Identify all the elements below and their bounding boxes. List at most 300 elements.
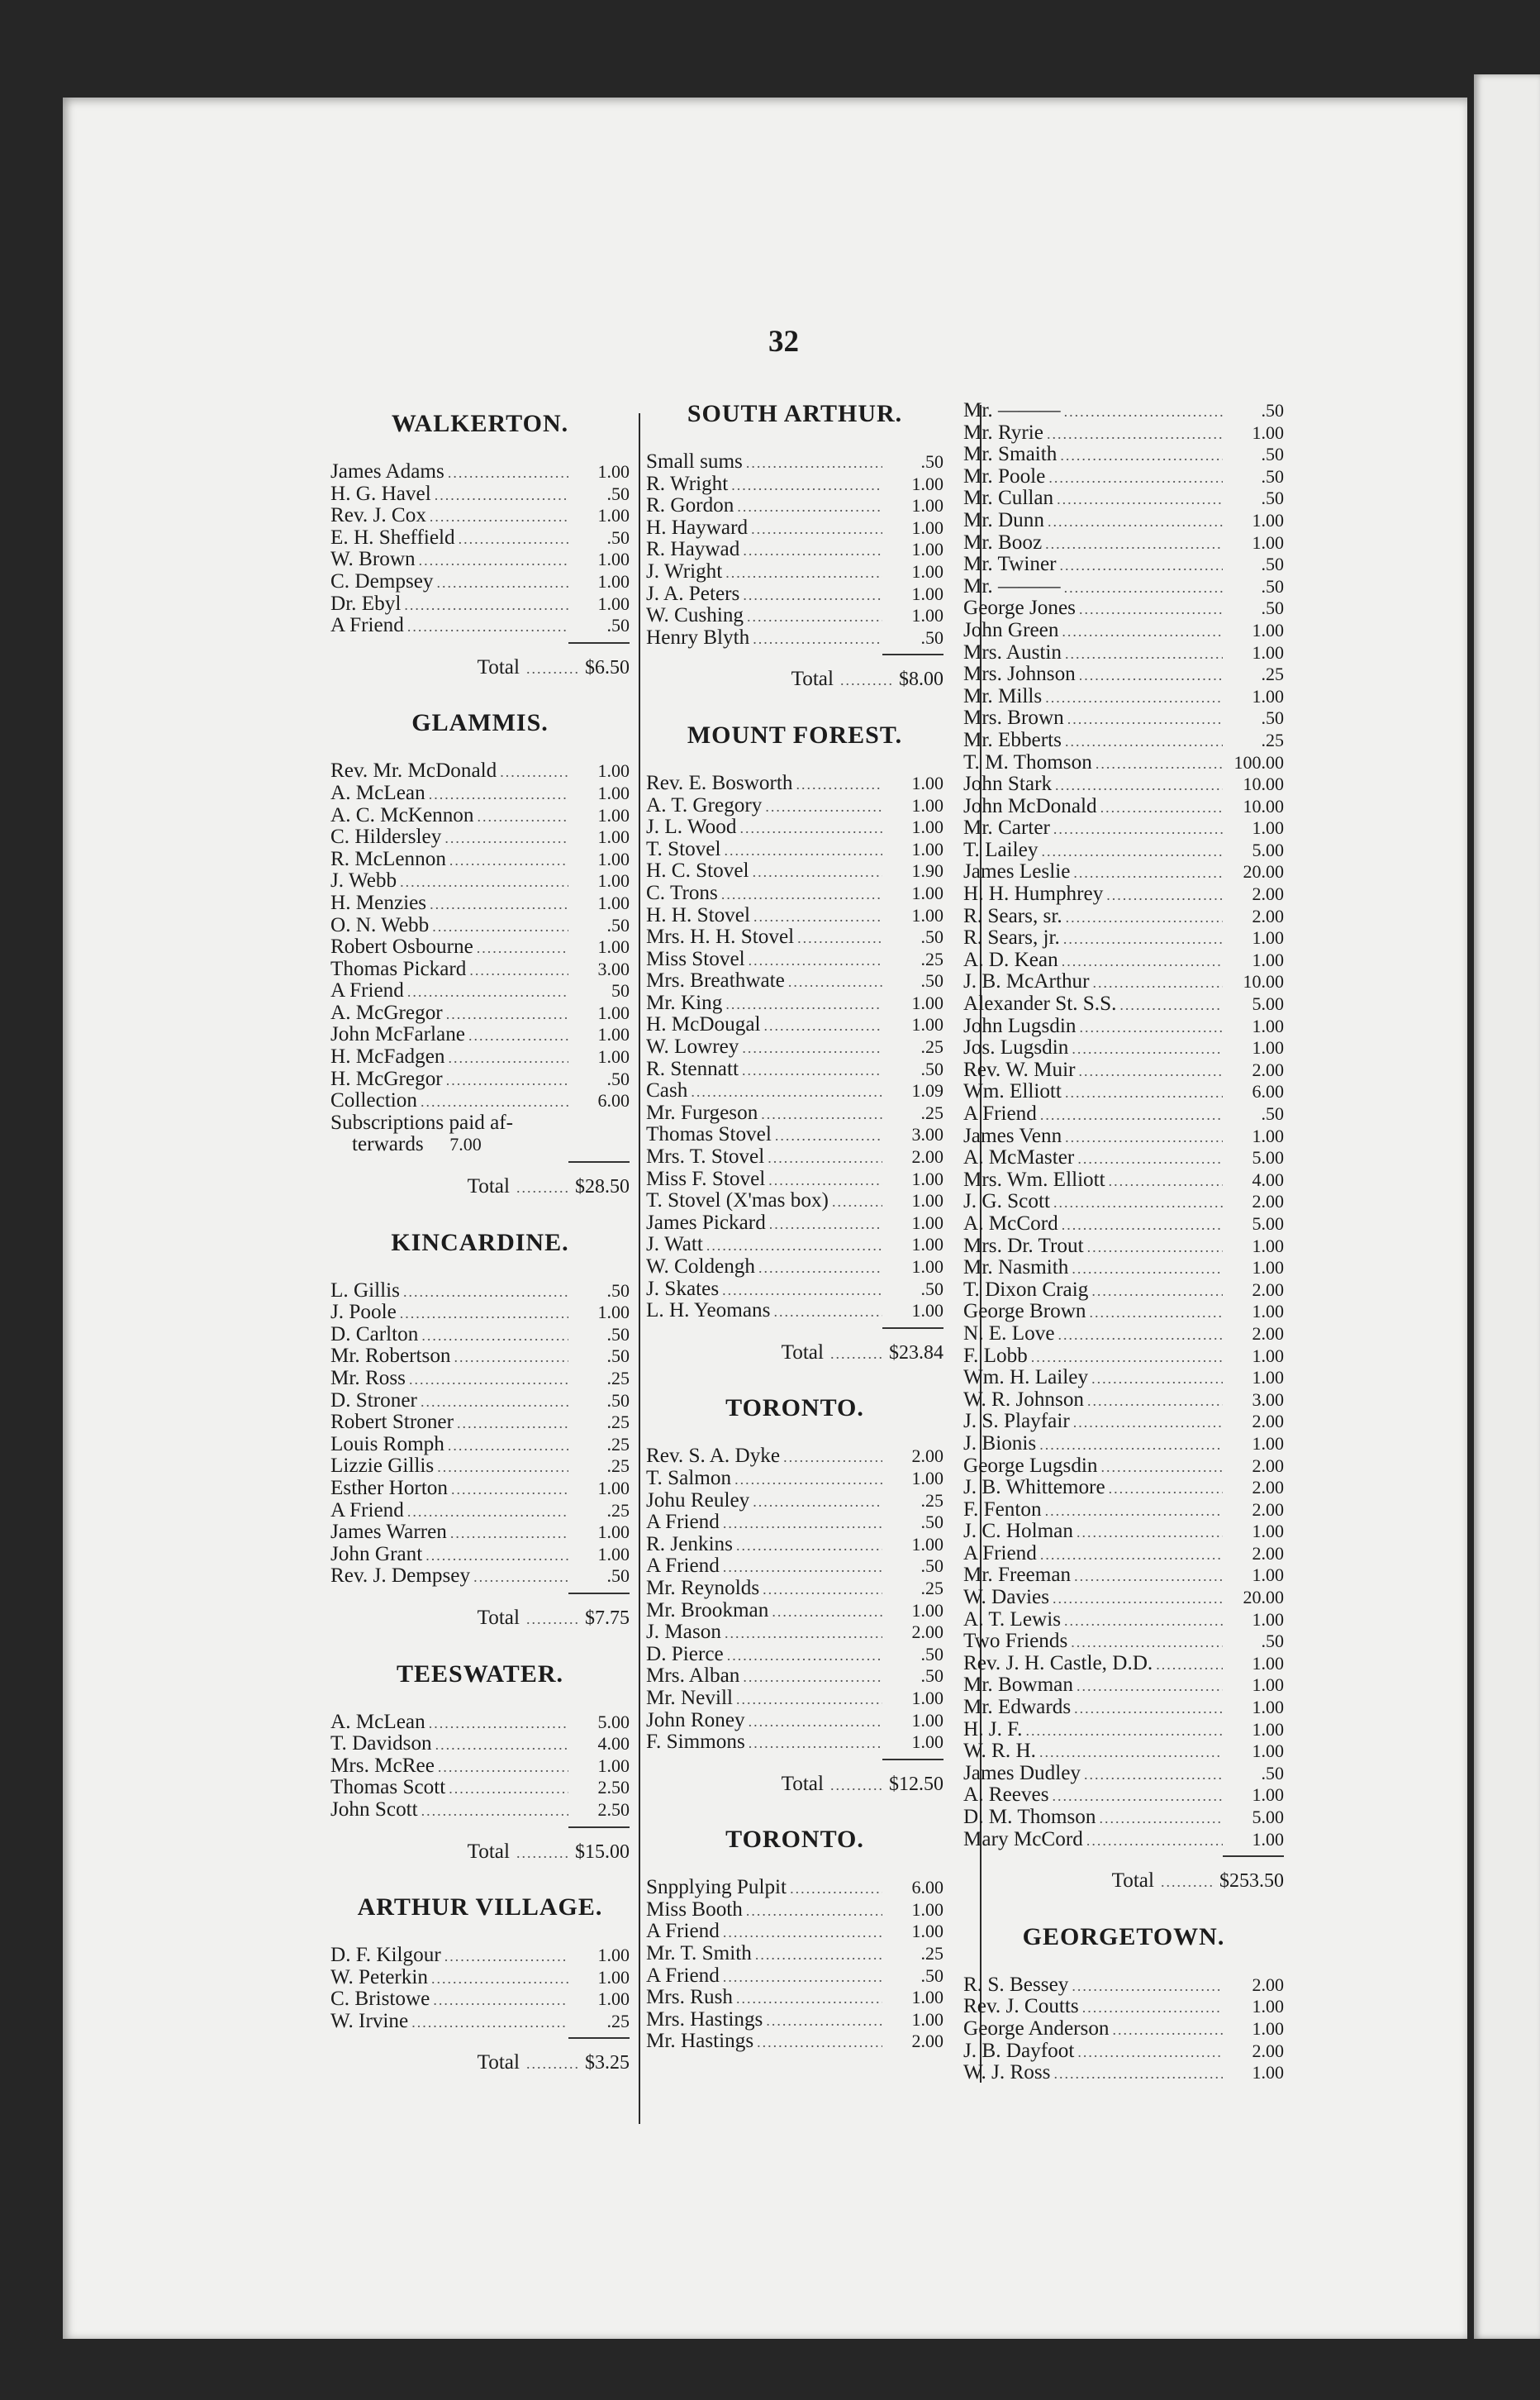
- donation-amount: .50: [1261, 1631, 1284, 1652]
- donor-entry: [646, 583, 943, 606]
- leader-dots: [755, 1944, 882, 1966]
- donor-entry: [963, 1674, 1284, 1697]
- donor-name: H. McFadgen: [330, 1045, 445, 1069]
- leader-dots: [432, 916, 568, 938]
- donor-name: A Friend: [646, 1555, 720, 1578]
- donor-name: Lizzie Gillis: [330, 1455, 435, 1478]
- donation-amount: 1.00: [911, 2008, 943, 2030]
- donor-name: John McDonald: [963, 794, 1097, 817]
- donor-entry: [963, 1060, 1284, 1082]
- donation-amount: .50: [920, 1665, 943, 1687]
- leader-dots: [1072, 1258, 1223, 1280]
- leader-dots: [431, 1968, 568, 1990]
- donation-amount: .50: [606, 483, 630, 504]
- donor-entry: [963, 1037, 1284, 1060]
- donor-entry: [646, 1190, 943, 1212]
- donor-name: Mr. T. Smith: [646, 1942, 752, 1965]
- donor-name: J. G. Scott: [963, 1190, 1050, 1213]
- leader-dots: [753, 628, 882, 650]
- donation-amount: .50: [1261, 598, 1284, 619]
- donor-entry: [963, 620, 1284, 642]
- donor-name: H. J. F.: [963, 1717, 1023, 1740]
- leader-dots: [706, 1235, 882, 1257]
- leader-dots: [721, 883, 882, 906]
- donor-name: Robert Stroner: [330, 1411, 454, 1434]
- leader-dots: [736, 1988, 882, 2010]
- donor-name: D. Pierce: [646, 1642, 724, 1665]
- donor-name: Robert Osbourne: [330, 936, 473, 959]
- donor-name: Thomas Pickard: [330, 957, 467, 980]
- donor-entry: [963, 1169, 1284, 1192]
- leader-dots: [1099, 1807, 1223, 1830]
- donor-name: R. Wright: [646, 472, 729, 495]
- donor-name: Mr. King: [646, 991, 723, 1014]
- donation-amount: 1.00: [1252, 1432, 1284, 1454]
- donor-entry: [330, 826, 630, 849]
- donor-name: Mr. Carter: [963, 817, 1050, 840]
- donor-name: George Lugsdin: [963, 1454, 1098, 1477]
- donor-name: Mrs. Hastings: [646, 2007, 763, 2031]
- donation-amount: .25: [920, 1102, 943, 1123]
- section-walkerton: [330, 410, 630, 679]
- leader-dots: [526, 658, 580, 680]
- donor-entry: [963, 796, 1284, 818]
- leader-dots: [1047, 423, 1223, 445]
- donor-name: J. Bionis: [963, 1431, 1037, 1455]
- donation-amount: .25: [1261, 729, 1284, 750]
- leader-dots: [1074, 1698, 1223, 1720]
- donation-amount: .50: [606, 1389, 630, 1411]
- leader-dots: [1087, 1390, 1223, 1412]
- donation-amount: .50: [1261, 444, 1284, 465]
- donation-amount: 1.00: [911, 794, 943, 816]
- donation-amount: 2.00: [911, 1621, 943, 1643]
- leader-dots: [404, 594, 568, 617]
- donation-amount: .25: [920, 1036, 943, 1058]
- donor-name: H. McGregor: [330, 1067, 443, 1090]
- donor-entry: [963, 1807, 1284, 1829]
- donation-amount: 10.00: [1243, 774, 1284, 795]
- donation-amount: 3.00: [1252, 1388, 1284, 1410]
- donor-entry: [646, 627, 943, 650]
- donation-amount: .50: [920, 1058, 943, 1079]
- donor-name: R. Haywad: [646, 538, 740, 561]
- donation-amount: 1.00: [911, 1898, 943, 1920]
- donor-entry: [330, 805, 630, 827]
- donor-entry: [330, 915, 630, 937]
- donor-name: John Lugsdin: [963, 1014, 1077, 1037]
- donation-amount: 1.00: [1252, 1345, 1284, 1366]
- donor-name: Mrs. McRee: [330, 1754, 435, 1777]
- leader-dots: [1161, 1871, 1214, 1893]
- donation-amount: 1.00: [911, 838, 943, 860]
- donor-entry: [963, 2062, 1284, 2084]
- donor-entry: [330, 1565, 630, 1588]
- donor-entry: [330, 1024, 630, 1046]
- donor-name: Miss F. Stovel: [646, 1167, 766, 1190]
- total-amount: $3.25: [585, 2052, 630, 2074]
- donor-entry: [963, 1367, 1284, 1389]
- donation-amount: .50: [1261, 400, 1284, 421]
- donation-amount: 1.00: [911, 539, 943, 560]
- donor-entry: [963, 1499, 1284, 1521]
- donor-name: Rev. S. A. Dyke: [646, 1445, 781, 1468]
- donor-name: James Leslie: [963, 860, 1071, 883]
- donor-name: J. A. Peters: [646, 582, 740, 605]
- donor-entry: [646, 2009, 943, 2031]
- donor-entry: [963, 1389, 1284, 1412]
- donation-amount: 2.00: [911, 2031, 943, 2052]
- donor-name: F. Lobb: [963, 1344, 1028, 1367]
- donor-name: H. H. Humphrey: [963, 883, 1104, 906]
- donor-entry: [963, 752, 1284, 774]
- donor-name: A. Reeves: [963, 1783, 1049, 1807]
- leader-dots: [433, 1989, 568, 2012]
- donor-entry: [646, 905, 943, 927]
- donor-name: A. C. McKennon: [330, 803, 474, 826]
- total-rule: [568, 642, 630, 644]
- donor-name: A. McLean: [330, 781, 425, 804]
- donor-name: James Venn: [963, 1124, 1062, 1147]
- donor-name: Mr. Ross: [330, 1367, 406, 1389]
- donor-name: Rev. J. Dempsey: [330, 1564, 471, 1588]
- leader-dots: [769, 1213, 882, 1236]
- donation-amount: 1.00: [911, 992, 943, 1013]
- donor-entry: [963, 1564, 1284, 1587]
- donation-amount: 2.00: [1252, 1279, 1284, 1300]
- donor-entry: [963, 1257, 1284, 1279]
- donation-amount: .50: [920, 451, 943, 472]
- leader-dots: [840, 669, 894, 692]
- leader-dots: [1077, 1521, 1223, 1544]
- leader-dots: [1079, 664, 1223, 687]
- leader-dots: [830, 1774, 884, 1797]
- donor-name: J. L. Wood: [646, 816, 737, 839]
- leader-dots: [430, 893, 568, 916]
- donor-name: D. Stroner: [330, 1388, 417, 1412]
- donor-entry: [963, 466, 1284, 488]
- leader-dots: [429, 1712, 568, 1735]
- donor-name: C. Trons: [646, 881, 718, 904]
- donation-amount: .50: [920, 926, 943, 948]
- donor-entry: [646, 1014, 943, 1036]
- donor-name: L. Gillis: [330, 1279, 400, 1302]
- section-mount-forest: [646, 721, 943, 1364]
- donation-amount: .50: [1261, 707, 1284, 729]
- donation-amount: 2.00: [1252, 1455, 1284, 1476]
- leader-dots: [1053, 2063, 1223, 2085]
- donor-name: Rev. J. Cox: [330, 504, 426, 527]
- leader-dots: [444, 827, 568, 850]
- leader-dots: [1073, 862, 1223, 884]
- leader-dots: [790, 1878, 882, 1900]
- leader-dots: [758, 1257, 882, 1279]
- leader-dots: [1040, 1544, 1223, 1566]
- donor-entry: [646, 1300, 943, 1322]
- donor-entry: [963, 883, 1284, 906]
- leader-dots: [1079, 1017, 1223, 1039]
- donation-amount: 1.00: [1252, 2017, 1284, 2039]
- leader-dots: [1079, 598, 1223, 621]
- donor-entry: [330, 870, 630, 893]
- leader-dots: [753, 1491, 882, 1513]
- donation-amount: 1.09: [911, 1080, 943, 1102]
- donor-name: Mrs. Brown: [963, 707, 1064, 730]
- donation-amount: .50: [606, 1068, 630, 1089]
- donor-entry: [330, 1799, 630, 1821]
- leader-dots: [421, 1325, 568, 1347]
- donation-amount: 1.00: [911, 1234, 943, 1255]
- donation-amount: 1.00: [1252, 1235, 1284, 1256]
- donor-name: J. S. Playfair: [963, 1410, 1070, 1433]
- leader-dots: [747, 606, 882, 628]
- leader-dots: [407, 616, 568, 638]
- donor-entry: [330, 1390, 630, 1412]
- donor-name: James Pickard: [646, 1211, 766, 1234]
- donation-amount: 2.00: [911, 1146, 943, 1168]
- donation-amount: .50: [920, 1512, 943, 1533]
- donor-name: J. C. Holman: [963, 1520, 1073, 1543]
- donor-entry: [963, 730, 1284, 752]
- donor-name: John Roney: [646, 1708, 745, 1731]
- donor-entry: [963, 576, 1284, 598]
- donor-entry: [963, 686, 1284, 708]
- donor-name: Rev. Mr. McDonald: [330, 760, 497, 783]
- donor-entry: [963, 554, 1284, 576]
- donor-name: Rev. W. Muir: [963, 1058, 1076, 1081]
- donor-name: H. Hayward: [646, 516, 749, 539]
- donor-name: Rev. J. Coutts: [963, 1995, 1079, 2018]
- section-continued: [963, 400, 1284, 1893]
- donor-entry: [646, 839, 943, 861]
- donor-entry: [646, 1169, 943, 1191]
- donor-entry: [330, 483, 630, 506]
- donation-amount: 2.50: [597, 1798, 630, 1820]
- leader-dots: [407, 1501, 568, 1523]
- leader-dots: [449, 1047, 568, 1069]
- donor-name: Cash: [646, 1079, 688, 1102]
- leader-dots: [438, 1756, 568, 1779]
- leader-dots: [1091, 1368, 1223, 1390]
- donation-amount: 1.00: [1252, 1674, 1284, 1696]
- donor-name: Miss Booth: [646, 1898, 743, 1921]
- leader-dots: [1041, 840, 1223, 863]
- donor-entry: [963, 532, 1284, 555]
- total-label: Total: [467, 1175, 510, 1198]
- leader-dots: [1064, 1610, 1223, 1632]
- donation-amount: 2.00: [1252, 905, 1284, 926]
- donor-name: J. Mason: [646, 1621, 721, 1644]
- donor-entry: [646, 1279, 943, 1301]
- donation-amount: 3.00: [911, 1124, 943, 1145]
- donor-entry: [646, 1877, 943, 1899]
- donor-name: Mr. Twiner: [963, 553, 1057, 576]
- leader-dots: [1045, 687, 1223, 709]
- donation-amount: 1.00: [597, 870, 630, 892]
- leader-dots: [766, 2010, 882, 2032]
- leader-dots: [1074, 1565, 1223, 1588]
- leader-dots: [749, 1711, 882, 1733]
- donor-name: A. T. Gregory: [646, 793, 763, 817]
- donor-entry: [646, 1059, 943, 1081]
- section-teeswater: [330, 1660, 630, 1864]
- section-title: MOUNT FOREST.: [687, 721, 903, 749]
- donor-name: John Stark: [963, 773, 1053, 796]
- donation-amount: 1.00: [1252, 1301, 1284, 1322]
- section-arthur-village: [330, 1893, 630, 2075]
- donor-entry: [330, 1134, 630, 1156]
- donor-entry: [646, 1445, 943, 1468]
- donor-entry: [963, 774, 1284, 796]
- donor-name: D. Carlton: [330, 1322, 419, 1345]
- donation-amount: 1.00: [1252, 1125, 1284, 1146]
- leader-dots: [1082, 1997, 1223, 2019]
- donor-name: Dr. Ebyl: [330, 592, 402, 615]
- donor-entry: [646, 1987, 943, 2009]
- donor-name: John Grant: [330, 1542, 423, 1565]
- leader-dots: [742, 1060, 882, 1082]
- donation-amount: 1.00: [1252, 1740, 1284, 1762]
- donor-entry: [646, 1921, 943, 1943]
- donor-name: T. Salmon: [646, 1466, 732, 1489]
- section-georgetown: [963, 1923, 1284, 2084]
- donor-name: A Friend: [646, 1964, 720, 1987]
- donation-amount: 100.00: [1233, 751, 1284, 773]
- donor-name: T. Dixon Craig: [963, 1278, 1089, 1301]
- donation-amount: .50: [606, 526, 630, 548]
- section-glammis: [330, 709, 630, 1198]
- donation-amount: 1.00: [597, 782, 630, 803]
- leader-dots: [763, 1579, 882, 1601]
- donation-amount: 1.00: [1252, 509, 1284, 531]
- donation-amount: .50: [606, 1279, 630, 1301]
- donor-name: H. G. Havel: [330, 482, 431, 505]
- leader-dots: [450, 1522, 568, 1545]
- donation-amount: .50: [1261, 575, 1284, 597]
- leader-dots: [751, 518, 882, 540]
- donor-entry: [646, 1490, 943, 1512]
- donor-entry: [330, 1755, 630, 1778]
- donor-entry: [963, 1016, 1284, 1038]
- leader-dots: [723, 1921, 882, 1944]
- leader-dots: [1053, 1192, 1223, 1214]
- donor-entry: [330, 2011, 630, 2033]
- donor-entry: [646, 605, 943, 627]
- donor-entry: [963, 664, 1284, 686]
- donor-entry: [646, 495, 943, 517]
- donor-entry: [963, 1609, 1284, 1631]
- leader-dots: [727, 1645, 882, 1667]
- donation-amount: 4.00: [597, 1733, 630, 1755]
- total-rule: [882, 1327, 943, 1329]
- donation-amount: 6.00: [597, 1090, 630, 1112]
- donation-amount: .50: [606, 615, 630, 636]
- donation-amount: 1.00: [597, 593, 630, 614]
- leader-dots: [516, 1842, 570, 1864]
- leader-dots: [1077, 1148, 1223, 1170]
- donor-entry: [646, 1080, 943, 1102]
- leader-dots: [477, 937, 568, 960]
- donor-entry: [330, 893, 630, 915]
- leader-dots: [772, 1601, 882, 1623]
- donor-name: A Friend: [330, 1498, 404, 1521]
- donation-amount: 1.00: [1252, 531, 1284, 553]
- donor-entry: [330, 527, 630, 550]
- donor-entry: [963, 1236, 1284, 1258]
- donor-name: Two Friends: [963, 1630, 1068, 1653]
- donor-name: Collection: [330, 1089, 417, 1112]
- donor-entry: [963, 1433, 1284, 1455]
- donation-amount: 6.00: [911, 1877, 943, 1898]
- leader-dots: [1039, 1741, 1223, 1764]
- donor-name: C. Hildersley: [330, 826, 442, 849]
- section-total: [963, 1870, 1284, 1893]
- donor-entry: [963, 488, 1284, 510]
- total-label: Total: [477, 2051, 520, 2074]
- donor-entry: [646, 1256, 943, 1279]
- donation-amount: .25: [606, 1433, 630, 1455]
- donor-entry: [646, 1102, 943, 1125]
- donation-amount: 1.00: [911, 583, 943, 604]
- donation-amount: 6.00: [1252, 1081, 1284, 1102]
- donor-entry: [330, 1412, 630, 1434]
- donor-entry: [330, 505, 630, 527]
- donor-entry: [963, 840, 1284, 862]
- donor-name: C. Dempsey: [330, 569, 434, 593]
- donation-amount: 1.00: [911, 1709, 943, 1731]
- leader-dots: [743, 584, 882, 607]
- donor-entry: [330, 1112, 630, 1135]
- leader-dots: [725, 1622, 882, 1645]
- donation-amount: 2.00: [1252, 1059, 1284, 1080]
- donor-entry: [646, 970, 943, 993]
- leader-dots: [1109, 1170, 1223, 1193]
- leader-dots: [1090, 1302, 1223, 1324]
- donor-name: John Green: [963, 618, 1059, 641]
- total-rule: [568, 1161, 630, 1163]
- donor-name: A Friend: [963, 1541, 1037, 1564]
- donor-name: Mrs. Austin: [963, 640, 1062, 664]
- donor-name: W. Irvine: [330, 2009, 409, 2032]
- leader-dots: [446, 1069, 568, 1092]
- leader-dots: [768, 1147, 882, 1169]
- donor-entry: [646, 1899, 943, 1921]
- leader-dots: [1060, 555, 1223, 577]
- donor-entry: [330, 760, 630, 783]
- leader-dots: [526, 1608, 580, 1631]
- leader-dots: [797, 927, 882, 950]
- total-amount: $253.50: [1219, 1870, 1284, 1893]
- donor-entry: [646, 949, 943, 971]
- donation-amount: 2.00: [1252, 1322, 1284, 1344]
- donor-name: Mrs. Alban: [646, 1664, 740, 1688]
- leader-dots: [1060, 445, 1223, 467]
- donor-name: L. H. Yeomans: [646, 1299, 771, 1322]
- leader-dots: [1053, 1785, 1223, 1807]
- donor-entry: [963, 400, 1284, 422]
- donor-entry: [646, 1688, 943, 1710]
- donor-name: Mr. Dunn: [963, 508, 1044, 531]
- donation-amount: 5.00: [597, 1711, 630, 1732]
- donor-name: W. Coldengh: [646, 1255, 755, 1278]
- leader-dots: [753, 906, 882, 928]
- donation-amount: 1.00: [911, 882, 943, 903]
- total-label: Total: [1111, 1869, 1154, 1893]
- leader-dots: [764, 1015, 882, 1037]
- donor-entry: [330, 1280, 630, 1302]
- donor-entry: [330, 1368, 630, 1390]
- donor-name: Mr. Booz: [963, 531, 1043, 554]
